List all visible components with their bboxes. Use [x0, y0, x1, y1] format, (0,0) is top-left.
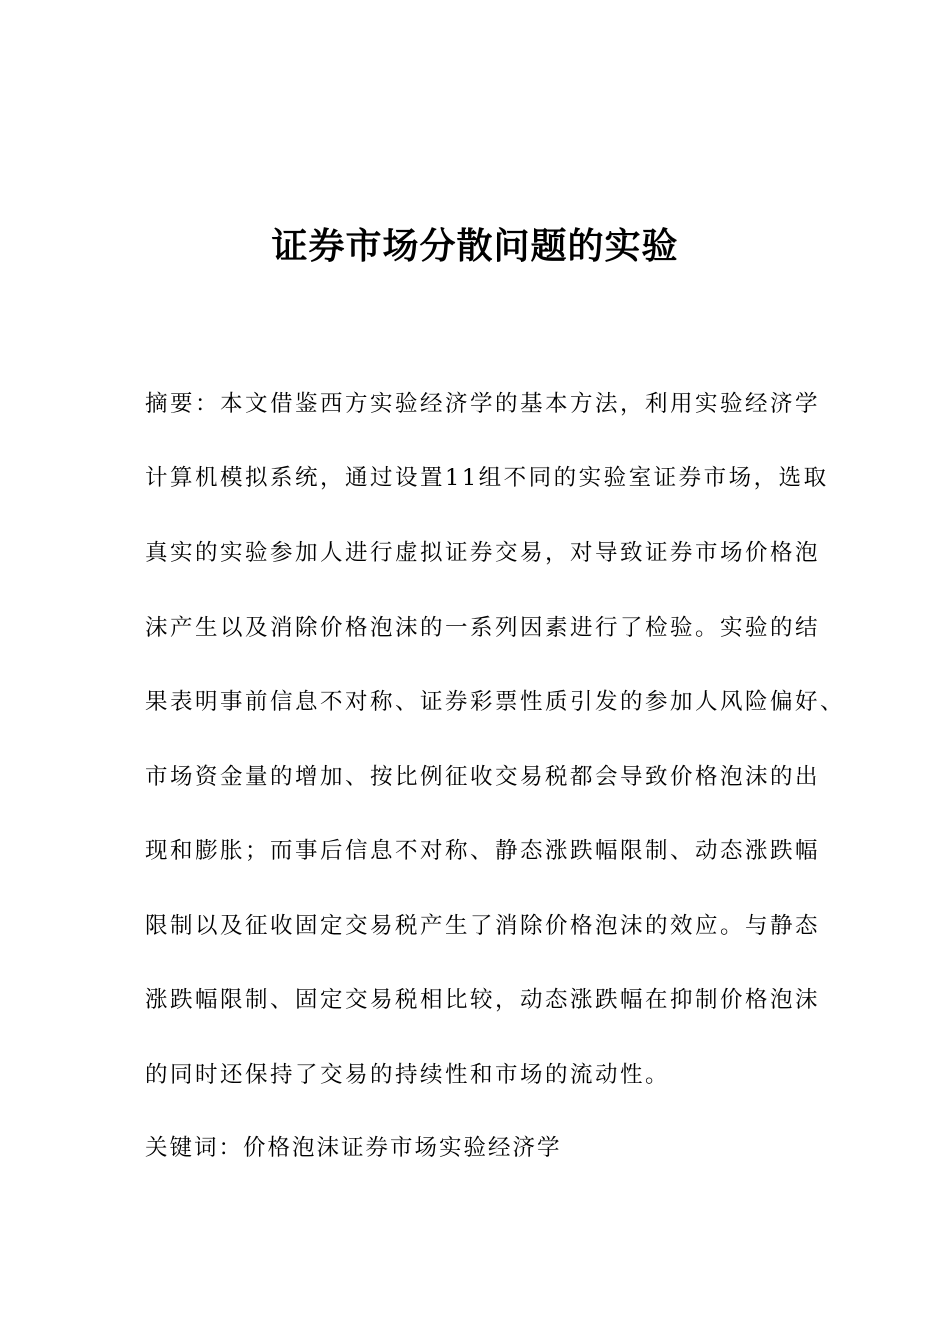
abstract-line: 涨跌幅限制、固定交易税相比较，动态涨跌幅在抑制价格泡沫	[145, 987, 821, 1013]
abstract-line: 摘要：本文借鉴西方实验经济学的基本方法，利用实验经济学	[145, 391, 821, 417]
abstract-line: 真实的实验参加人进行虚拟证券交易，对导致证券市场价格泡	[145, 540, 821, 566]
document-title: 证券市场分散问题的实验	[271, 226, 679, 267]
abstract-line: 市场资金量的增加、按比例征收交易税都会导致价格泡沫的出	[145, 764, 821, 790]
abstract-line: 沫产生以及消除价格泡沫的一系列因素进行了检验。实验的结	[145, 615, 821, 641]
abstract-line: 的同时还保持了交易的持续性和市场的流动性。	[145, 1062, 671, 1088]
abstract-line: 计算机模拟系统，通过设置11组不同的实验室证券市场，选取	[145, 465, 829, 491]
abstract-line: 果表明事前信息不对称、证券彩票性质引发的参加人风险偏好、	[145, 689, 846, 715]
abstract-line: 现和膨胀；而事后信息不对称、静态涨跌幅限制、动态涨跌幅	[145, 838, 821, 864]
abstract-line: 限制以及征收固定交易税产生了消除价格泡沫的效应。与静态	[145, 913, 821, 939]
keywords: 关键词：价格泡沫证券市场实验经济学	[145, 1135, 562, 1161]
